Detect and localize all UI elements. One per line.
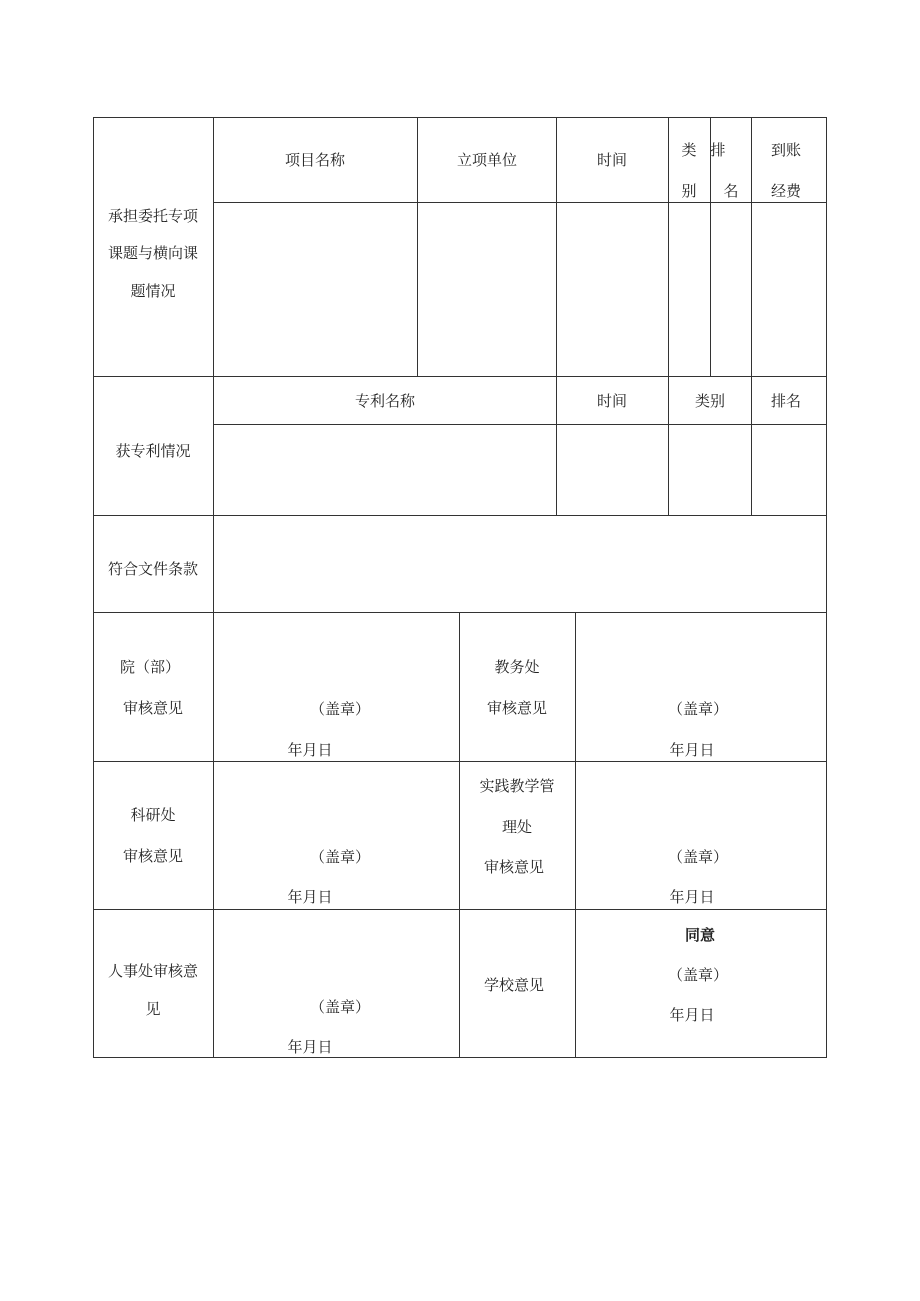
header-project-time: 时间 xyxy=(596,151,628,169)
header-patent-category: 类别 xyxy=(694,392,726,410)
research-seal: （盖章） xyxy=(309,848,371,866)
college-date: 年月日 xyxy=(287,741,333,759)
row-divider-hr xyxy=(93,909,827,910)
hr-label-line-2: 见 xyxy=(145,1000,161,1018)
projects-row-label-line-1: 承担委托专项 xyxy=(107,207,199,225)
academic-affairs-label-line-2: 审核意见 xyxy=(486,699,548,717)
practice-date: 年月日 xyxy=(669,888,715,906)
project-col-divider-5 xyxy=(751,117,752,515)
label-column-divider xyxy=(213,117,214,1058)
project-col-divider-3 xyxy=(668,117,669,515)
projects-row-label-line-2: 课题与横向课 xyxy=(107,244,199,262)
college-label-line-1: 院（部） xyxy=(119,658,181,676)
header-project-unit: 立项单位 xyxy=(456,151,518,169)
approval-col-divider-2 xyxy=(575,612,576,1058)
practice-label-line-1: 实践教学管 xyxy=(479,777,555,795)
practice-label-line-2: 理处 xyxy=(501,818,533,836)
practice-seal: （盖章） xyxy=(667,848,729,866)
practice-label-line-3: 审核意见 xyxy=(483,858,545,876)
project-col-divider-1 xyxy=(417,117,418,376)
header-project-rank-line-1: 排 xyxy=(710,141,726,159)
hr-seal: （盖章） xyxy=(309,998,371,1016)
header-patent-rank: 排名 xyxy=(770,392,802,410)
patents-row-label: 获专利情况 xyxy=(115,442,191,460)
table-border-bottom xyxy=(93,1057,827,1058)
header-project-category-line-1: 类 xyxy=(681,141,697,159)
patent-header-divider xyxy=(213,424,827,425)
project-col-divider-2 xyxy=(556,117,557,515)
college-label-line-2: 审核意见 xyxy=(122,699,184,717)
row-divider-approvals xyxy=(93,612,827,613)
row-divider-research xyxy=(93,761,827,762)
header-project-funding-line-1: 到账 xyxy=(770,141,802,159)
row-divider-patents xyxy=(93,376,827,377)
academic-affairs-date: 年月日 xyxy=(669,741,715,759)
academic-affairs-seal: （盖章） xyxy=(667,700,729,718)
header-project-name: 项目名称 xyxy=(284,151,346,169)
header-project-funding-line-2: 经费 xyxy=(770,182,802,200)
row-divider-clause xyxy=(93,515,827,516)
research-label-line-1: 科研处 xyxy=(130,806,176,824)
research-date: 年月日 xyxy=(287,888,333,906)
school-opinion: 同意 xyxy=(684,926,716,944)
table-border-right xyxy=(826,117,827,1058)
approval-col-divider-1 xyxy=(459,612,460,1058)
college-seal: （盖章） xyxy=(309,700,371,718)
header-patent-time: 时间 xyxy=(596,392,628,410)
projects-row-label-line-3: 题情况 xyxy=(130,282,176,300)
hr-date: 年月日 xyxy=(287,1038,333,1056)
clause-row-label: 符合文件条款 xyxy=(107,560,199,578)
school-label: 学校意见 xyxy=(483,976,545,994)
header-project-rank-line-2: 名 xyxy=(723,182,739,200)
school-date: 年月日 xyxy=(669,1006,715,1024)
project-header-divider xyxy=(213,202,827,203)
research-label-line-2: 审核意见 xyxy=(122,847,184,865)
academic-affairs-label-line-1: 教务处 xyxy=(494,658,540,676)
table-border-top xyxy=(93,117,827,118)
header-project-category-line-2: 别 xyxy=(681,182,697,200)
table-border-left xyxy=(93,117,94,1058)
hr-label-line-1: 人事处审核意 xyxy=(107,962,199,980)
school-seal: （盖章） xyxy=(667,966,729,984)
header-patent-name: 专利名称 xyxy=(354,392,416,410)
